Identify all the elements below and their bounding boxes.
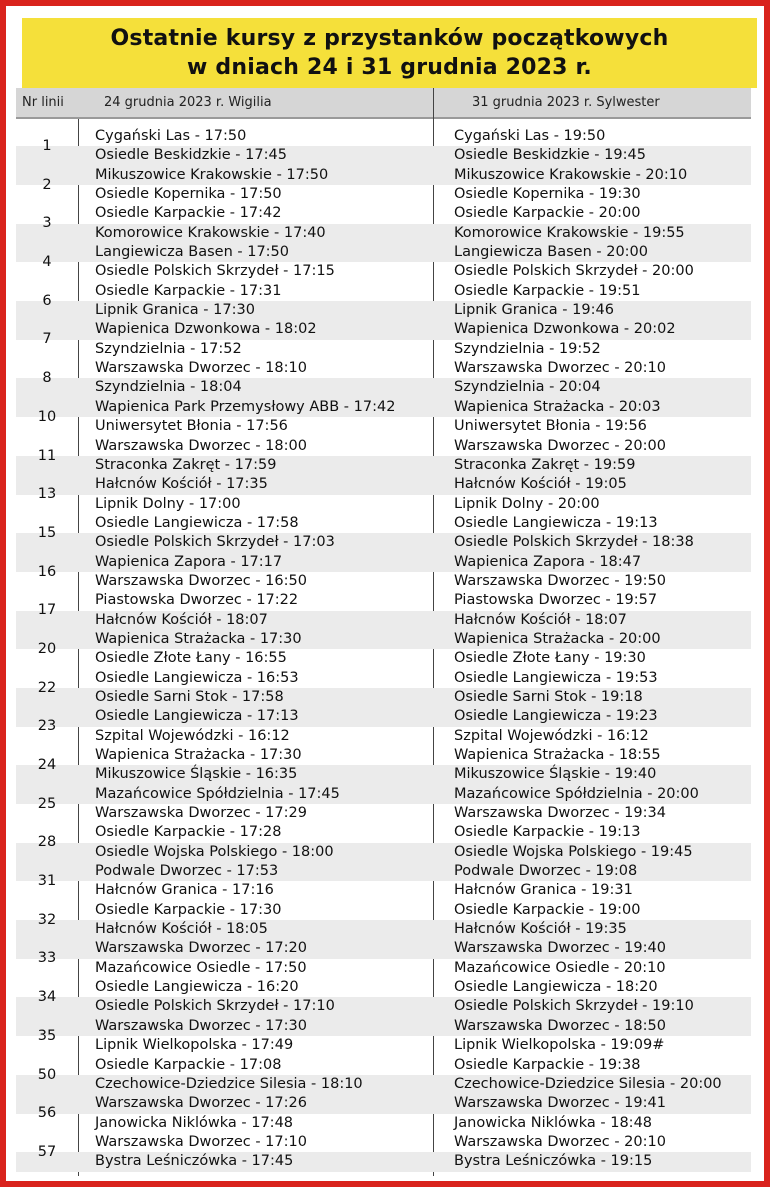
departure-entry: Wapienica Dzwonkowa - 20:02 [454,321,676,338]
title-line-1: Ostatnie kursy z przystanków początkowych [110,26,669,51]
departure-entry: Lipnik Granica - 19:46 [454,302,614,319]
title-banner [22,18,757,88]
departure-entry: Osiedle Złote Łany - 16:55 [95,650,287,667]
table-row [16,398,751,437]
new-years-eve-stops [454,939,666,978]
table-row [16,785,751,824]
new-years-eve-stops [454,978,694,1017]
table-row [16,669,751,708]
departure-entry: Osiedle Polskich Skrzydeł - 18:38 [454,534,694,551]
table-row [16,823,751,862]
departure-entry: Osiedle Kopernika - 17:50 [95,186,282,203]
line-number: 57 [37,1143,57,1160]
line-number: 20 [37,640,57,657]
departure-entry: Szyndzielnia - 17:52 [95,340,242,357]
table-row [16,591,751,630]
departure-entry: Wapienica Dzwonkowa - 18:02 [95,321,317,338]
new-years-eve-stops [454,823,693,862]
departure-entry: Osiedle Karpackie - 19:13 [454,824,641,841]
header-line-number: Nr linii [22,95,64,110]
christmas-eve-stops [95,282,281,321]
departure-entry: Osiedle Langiewicza - 18:20 [454,979,658,996]
departure-entry: Osiedle Polskich Skrzydeł - 17:15 [95,263,335,280]
departure-entry: Hałcnów Granica - 17:16 [95,882,274,899]
christmas-eve-stops [95,746,302,785]
line-number: 24 [37,757,57,773]
table-row [16,553,751,592]
christmas-eve-stops [95,204,326,243]
departure-entry: Osiedle Polskich Skrzydeł - 17:10 [95,998,335,1015]
christmas-eve-stops [95,320,317,359]
departure-entry: Osiedle Beskidzkie - 19:45 [454,147,646,164]
christmas-eve-stops [95,437,307,476]
christmas-eve-stops [95,785,340,824]
departure-entry: Janowicka Niklówka - 18:48 [454,1114,653,1131]
table-row [16,630,751,669]
new-years-eve-stops [454,204,685,243]
departure-entry: Warszawska Dworzec - 17:20 [95,940,307,957]
departure-entry: Osiedle Langiewicza - 16:53 [95,669,299,686]
departure-entry: Straconka Zakręt - 19:59 [454,456,636,473]
table-row [16,978,751,1017]
departure-entry: Szpital Wojewódzki - 16:12 [454,727,649,744]
departure-entry: Lipnik Granica - 17:30 [95,302,255,319]
departure-entry: Osiedle Kopernika - 19:30 [454,186,641,203]
departure-entry: Osiedle Langiewicza - 19:23 [454,708,658,725]
departure-entry: Osiedle Wojska Polskiego - 19:45 [454,843,693,860]
table-row [16,1056,751,1095]
line-number: 7 [42,331,52,348]
christmas-eve-stops [95,978,335,1017]
departure-entry: Hałcnów Kościół - 18:05 [95,921,268,938]
departure-entry: Osiedle Langiewicza - 19:13 [454,514,658,531]
table-row [16,862,751,901]
departure-entry: Warszawska Dworzec - 20:10 [454,360,666,377]
table-header [16,88,751,119]
new-years-eve-stops [454,669,658,708]
departure-entry: Warszawska Dworzec - 16:50 [95,572,307,589]
line-number: 17 [37,602,57,619]
departure-entry: Hałcnów Kościół - 17:35 [95,476,268,493]
line-number: 11 [37,447,57,464]
departure-entry: Janowicka Niklówka - 17:48 [95,1114,294,1131]
header-new-years-eve: 31 grudnia 2023 r. Sylwester [472,95,660,110]
departure-entry: Wapienica Strażacka - 20:00 [454,630,661,647]
departure-entry: Hałcnów Kościół - 19:35 [454,921,627,938]
departure-entry: Warszawska Dworzec - 17:26 [95,1095,307,1112]
new-years-eve-stops [454,475,627,514]
table-row [16,746,751,785]
christmas-eve-stops [95,901,281,940]
departure-entry: Wapienica Park Przemysłowy ABB - 17:42 [95,398,396,415]
departure-entry: Osiedle Beskidzkie - 17:45 [95,147,287,164]
departure-entry: Szyndzielnia - 19:52 [454,340,601,357]
new-years-eve-stops [454,514,694,553]
departure-entry: Osiedle Karpackie - 17:30 [95,901,282,918]
line-number: 28 [37,834,57,851]
line-number: 10 [37,408,57,425]
christmas-eve-stops [95,127,287,166]
christmas-eve-stops [95,1094,307,1133]
new-years-eve-stops [454,437,666,476]
departure-entry: Straconka Zakręt - 17:59 [95,456,277,473]
departure-entry: Lipnik Wielkopolska - 17:49 [95,1037,294,1054]
christmas-eve-stops [95,1017,307,1056]
departure-entry: Warszawska Dworzec - 17:10 [95,1133,307,1150]
line-number: 2 [42,176,52,193]
new-years-eve-stops [454,1094,666,1133]
christmas-eve-stops [95,359,307,398]
line-number: 50 [37,1066,57,1083]
table-row [16,243,751,282]
new-years-eve-stops [454,1133,666,1172]
departure-entry: Hałcnów Kościół - 18:07 [454,611,627,628]
departure-entry: Mikuszowice Krakowskie - 20:10 [454,166,688,183]
table-row [16,514,751,553]
line-number: 25 [37,795,57,812]
departure-entry: Osiedle Polskich Skrzydeł - 19:10 [454,998,694,1015]
timetable-rows [16,127,751,1172]
departure-entry: Osiedle Langiewicza - 17:13 [95,708,299,725]
line-number: 56 [37,1105,57,1122]
new-years-eve-stops [454,746,661,785]
table-row [16,901,751,940]
departure-entry: Osiedle Sarni Stok - 19:18 [454,688,643,705]
new-years-eve-stops [454,320,676,359]
departure-entry: Wapienica Zapora - 18:47 [454,553,642,570]
new-years-eve-stops [454,398,661,437]
christmas-eve-stops [95,630,302,669]
departure-entry: Bystra Leśniczówka - 17:45 [95,1153,294,1170]
new-years-eve-stops [454,166,687,205]
table-row [16,204,751,243]
departure-entry: Hałcnów Kościół - 18:07 [95,611,268,628]
departure-entry: Hałcnów Granica - 19:31 [454,882,633,899]
departure-entry: Osiedle Karpackie - 19:38 [454,1056,641,1073]
departure-entry: Mazańcowice Spółdzielnia - 20:00 [454,785,699,802]
departure-entry: Wapienica Strażacka - 17:30 [95,630,302,647]
departure-entry: Warszawska Dworzec - 20:00 [454,437,666,454]
departure-entry: Czechowice-Dziedzice Silesia - 20:00 [454,1075,722,1092]
departure-entry: Lipnik Dolny - 17:00 [95,495,241,512]
departure-entry: Mikuszowice Śląskie - 19:40 [454,766,657,783]
christmas-eve-stops [95,475,268,514]
departure-entry: Osiedle Karpackie - 17:31 [95,282,282,299]
departure-entry: Piastowska Dworzec - 19:57 [454,592,658,609]
departure-entry: Warszawska Dworzec - 19:40 [454,940,666,957]
departure-entry: Warszawska Dworzec - 20:10 [454,1133,666,1150]
departure-entry: Osiedle Karpackie - 17:08 [95,1056,282,1073]
christmas-eve-stops [95,707,299,746]
line-number: 4 [42,254,52,271]
line-number: 1 [42,138,52,154]
departure-entry: Warszawska Dworzec - 17:30 [95,1017,307,1034]
departure-entry: Czechowice-Dziedzice Silesia - 18:10 [95,1075,363,1092]
departure-entry: Komorowice Krakowskie - 17:40 [95,224,326,241]
line-number: 8 [42,370,52,387]
departure-entry: Mikuszowice Śląskie - 16:35 [95,766,298,783]
departure-entry: Wapienica Strażacka - 17:30 [95,747,302,763]
line-number: 33 [37,950,57,967]
departure-entry: Wapienica Strażacka - 18:55 [454,747,661,763]
new-years-eve-stops [454,127,646,166]
line-number: 23 [37,718,57,735]
line-number: 35 [37,1027,57,1044]
new-years-eve-stops [454,1056,722,1095]
new-years-eve-stops [454,707,658,746]
line-number: 16 [37,563,57,580]
departure-entry: Bystra Leśniczówka - 19:15 [454,1153,653,1170]
line-number: 13 [37,486,57,503]
line-number: 22 [37,679,57,696]
departure-entry: Warszawska Dworzec - 17:29 [95,805,307,822]
christmas-eve-stops [95,553,307,592]
new-years-eve-stops [454,243,694,282]
table-row [16,359,751,398]
christmas-eve-stops [95,669,299,708]
table-row [16,1133,751,1172]
departure-entry: Osiedle Langiewicza - 19:53 [454,669,658,686]
christmas-eve-stops [95,823,334,862]
departure-entry: Osiedle Polskich Skrzydeł - 20:00 [454,263,694,280]
departure-entry: Warszawska Dworzec - 19:41 [454,1095,666,1112]
table-row [16,320,751,359]
christmas-eve-stops [95,243,335,282]
departure-entry: Mazańcowice Osiedle - 20:10 [454,959,666,976]
christmas-eve-stops [95,591,298,630]
departure-entry: Osiedle Złote Łany - 19:30 [454,650,646,667]
line-number: 31 [37,873,57,890]
departure-entry: Mazańcowice Osiedle - 17:50 [95,959,307,976]
new-years-eve-stops [454,591,657,630]
departure-entry: Langiewicza Basen - 17:50 [95,244,290,261]
new-years-eve-stops [454,359,666,398]
departure-entry: Osiedle Langiewicza - 16:20 [95,979,299,996]
table-row [16,282,751,321]
departure-entry: Osiedle Karpackie - 17:42 [95,205,282,222]
departure-entry: Szpital Wojewódzki - 16:12 [95,727,290,744]
table-row [16,1017,751,1056]
christmas-eve-stops [95,398,395,437]
christmas-eve-stops [95,166,328,205]
departure-entry: Osiedle Sarni Stok - 17:58 [95,688,284,705]
departure-entry: Osiedle Karpackie - 17:28 [95,824,282,841]
departure-entry: Warszawska Dworzec - 18:10 [95,360,307,377]
line-number: 34 [37,989,57,1006]
departure-entry: Langiewicza Basen - 20:00 [454,244,649,261]
departure-entry: Cygański Las - 17:50 [95,128,247,144]
table-row [16,437,751,476]
line-number: 15 [37,524,57,541]
departure-entry: Mikuszowice Krakowskie - 17:50 [95,166,329,183]
table-row [16,1094,751,1133]
new-years-eve-stops [454,1017,666,1056]
departure-entry: Podwale Dworzec - 17:53 [95,863,279,880]
new-years-eve-stops [454,630,661,669]
christmas-eve-stops [95,514,335,553]
new-years-eve-stops [454,901,640,940]
departure-entry: Osiedle Karpackie - 20:00 [454,205,641,222]
departure-entry: Osiedle Polskich Skrzydeł - 17:03 [95,534,335,551]
line-number: 3 [42,215,52,232]
table-row [16,475,751,514]
header-christmas-eve: 24 grudnia 2023 r. Wigilia [104,95,272,110]
departure-entry: Uniwersytet Błonia - 17:56 [95,418,288,435]
departure-entry: Warszawska Dworzec - 18:50 [454,1017,666,1034]
departure-entry: Warszawska Dworzec - 18:00 [95,437,307,454]
departure-entry: Podwale Dworzec - 19:08 [454,863,638,880]
new-years-eve-stops [454,282,640,321]
new-years-eve-stops [454,785,699,824]
departure-entry: Piastowska Dworzec - 17:22 [95,592,299,609]
new-years-eve-stops [454,553,666,592]
new-years-eve-stops [454,862,637,901]
table-row [16,939,751,978]
title-line-2: w dniach 24 i 31 grudnia 2023 r. [187,55,592,80]
departure-entry: Cygański Las - 19:50 [454,128,606,144]
departure-entry: Lipnik Dolny - 20:00 [454,495,600,512]
christmas-eve-stops [95,1056,363,1095]
departure-entry: Osiedle Wojska Polskiego - 18:00 [95,843,334,860]
table-row [16,707,751,746]
departure-entry: Szyndzielnia - 18:04 [95,379,242,396]
departure-entry: Wapienica Zapora - 17:17 [95,553,283,570]
departure-entry: Komorowice Krakowskie - 19:55 [454,224,685,241]
departure-entry: Mazańcowice Spółdzielnia - 17:45 [95,785,340,802]
departure-entry: Osiedle Karpackie - 19:00 [454,901,641,918]
departure-entry: Hałcnów Kościół - 19:05 [454,476,627,493]
christmas-eve-stops [95,862,278,901]
departure-entry: Wapienica Strażacka - 20:03 [454,398,661,415]
line-number: 32 [37,911,57,928]
departure-entry: Warszawska Dworzec - 19:50 [454,572,666,589]
departure-entry: Warszawska Dworzec - 19:34 [454,805,666,822]
table-row [16,166,751,205]
table-row [16,127,751,166]
christmas-eve-stops [95,1133,307,1172]
departure-entry: Uniwersytet Błonia - 19:56 [454,418,647,435]
departure-entry: Osiedle Langiewicza - 17:58 [95,514,299,531]
christmas-eve-stops [95,939,307,978]
departure-entry: Osiedle Karpackie - 19:51 [454,282,641,299]
departure-entry: Lipnik Wielkopolska - 19:09# [454,1037,665,1054]
line-number: 6 [42,292,52,309]
departure-entry: Szyndzielnia - 20:04 [454,379,601,396]
